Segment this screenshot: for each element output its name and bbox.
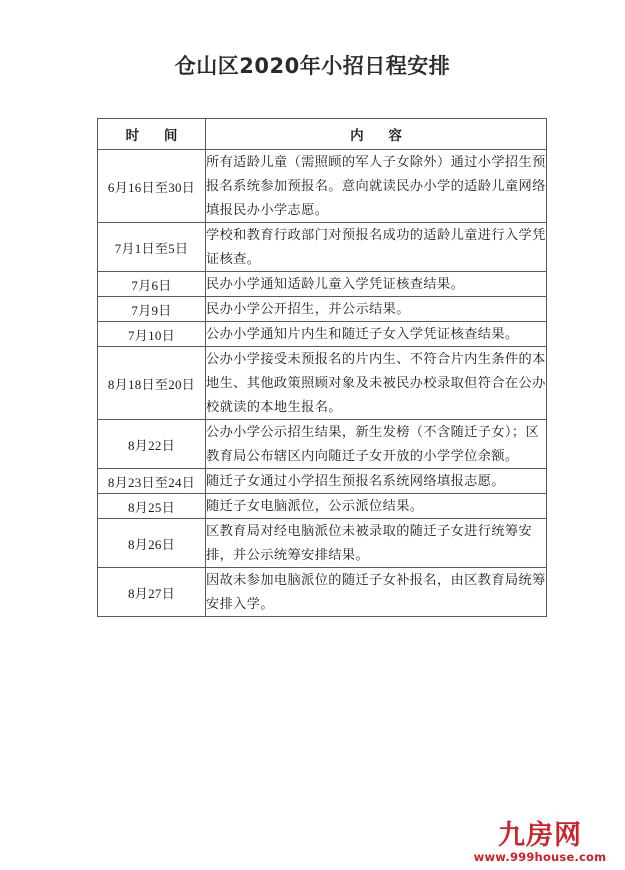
table-body: [98, 150, 547, 617]
cell-time: 7月1日至5日: [98, 223, 206, 272]
cell-time: 8月27日: [98, 568, 206, 617]
watermark: [470, 822, 610, 864]
cell-time: 7月6日: [98, 272, 206, 297]
cell-time: 7月9日: [98, 297, 206, 322]
table-row: [98, 150, 547, 223]
cell-time: 8月25日: [98, 494, 206, 519]
watermark-url-text: www.999house.com: [473, 850, 607, 864]
cell-time: 8月22日: [98, 420, 206, 469]
cell-content: 公办小学通知片内生和随迁子女入学凭证核查结果。: [206, 322, 547, 347]
page-title: 仓山区2020年小招日程安排: [174, 54, 451, 78]
table-row: [98, 297, 547, 322]
table-row: [98, 494, 547, 519]
cell-time: 6月16日至30日: [98, 150, 206, 223]
table-header-row: [98, 119, 547, 150]
table-row: [98, 322, 547, 347]
cell-content: 随迁子女电脑派位，公示派位结果。: [206, 494, 547, 519]
table-row: [98, 272, 547, 297]
cell-time: 8月26日: [98, 519, 206, 568]
table-row: [98, 519, 547, 568]
cell-content: 所有适龄儿童（需照顾的军人子女除外）通过小学招生预报名系统参加预报名。意向就读民办小学的适龄儿童网络填报民办小学志愿。: [206, 150, 547, 223]
column-header-time-label: 时 间: [125, 128, 188, 144]
cell-content: 区教育局对经电脑派位未被录取的随迁子女进行统筹安排，并公示统筹安排结果。: [206, 519, 547, 568]
table-row: [98, 420, 547, 469]
table-row: [98, 568, 547, 617]
table-row: [98, 469, 547, 494]
cell-content: 民办小学通知适龄儿童入学凭证核查结果。: [206, 272, 547, 297]
cell-content: 公办小学公示招生结果，新生发榜（不含随迁子女）；区教育局公布辖区内向随迁子女开放的小学学位余额。: [206, 420, 547, 469]
cell-content: 学校和教育行政部门对预报名成功的适龄儿童进行入学凭证核查。: [206, 223, 547, 272]
table-row: [98, 223, 547, 272]
cell-content: 公办小学接受未预报名的片内生、不符合片内生条件的本地生、其他政策照顾对象及未被民办校录取但符合在公办校就读的本地生报名。: [206, 347, 547, 420]
cell-time: 8月23日至24日: [98, 469, 206, 494]
cell-time: 7月10日: [98, 322, 206, 347]
cell-content: 民办小学公开招生，并公示结果。: [206, 297, 547, 322]
table-row: [98, 347, 547, 420]
cell-content: 随迁子女通过小学招生预报名系统网络填报志愿。: [206, 469, 547, 494]
column-header-content: [206, 119, 547, 150]
column-header-time: [98, 119, 206, 150]
column-header-content-label: 内 容: [350, 128, 412, 144]
schedule-table: [97, 118, 547, 617]
cell-time: 8月18日至20日: [98, 347, 206, 420]
watermark-logo-text: 九房网: [498, 820, 582, 851]
cell-content: 因故未参加电脑派位的随迁子女补报名，由区教育局统筹安排入学。: [206, 568, 547, 617]
